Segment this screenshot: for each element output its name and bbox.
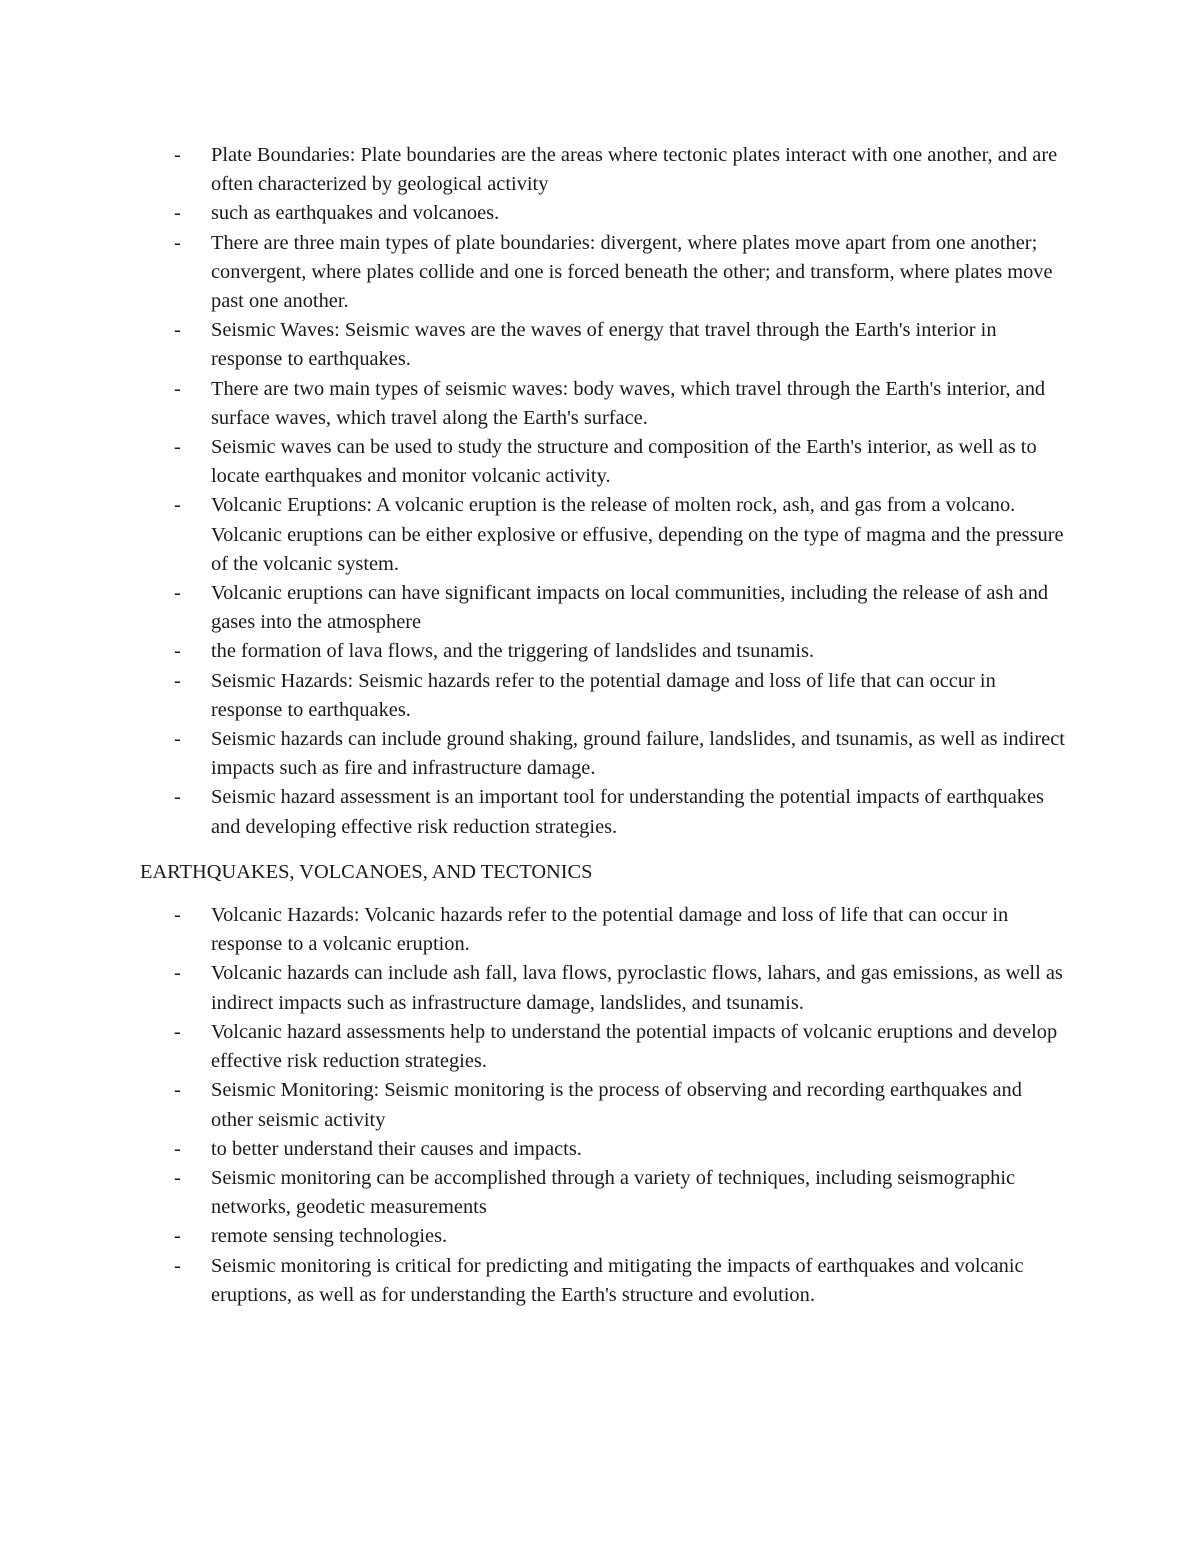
list-item-text: Volcanic eruptions can have significant impacts on local communities, including the release of ash and gases into the atmosphere [211,582,1049,634]
list-item-text: Volcanic hazard assessments help to understand the potential impacts of volcanic eruptions and develop effective risk reduction strategies. [211,1020,1058,1073]
list-item [140,199,1065,228]
list-item-text: remote sensing technologies. [211,1225,448,1248]
list-item-text: There are three main types of plate boundaries: divergent, where plates move apart from one another; convergent, where plates collide and one is forced beneath the other; and transform, where plates move past one another. [211,231,1053,313]
bullet-dash: - [174,494,181,517]
list-item [140,433,1065,491]
list-item [140,1252,1065,1310]
bullet-dash: - [174,1137,181,1160]
bullet-dash: - [174,582,181,605]
list-item [140,141,1065,199]
list-item [140,1018,1065,1076]
list-item-text: Volcanic hazards can include ash fall, lava flows, pyroclastic flows, lahars, and gas emissions, as well as indirect impacts such as infrastructure damage, landslides, and tsunamis. [211,962,1063,1014]
bullet-dash: - [174,786,181,809]
list-item [140,579,1065,637]
bullet-dash: - [174,231,181,254]
bullet-dash: - [174,1079,181,1102]
list-item-text: Seismic monitoring is critical for predicting and mitigating the impacts of earthquakes and volcanic eruptions, as well as for understanding the Earth's structure and evolution. [211,1254,1024,1306]
list-item-text: Seismic Monitoring: Seismic monitoring is the process of observing and recording earthquakes and other seismic activity [211,1079,1022,1131]
list-item [140,316,1065,374]
section-heading: EARTHQUAKES, VOLCANOES, AND TECTONICS [140,860,593,883]
bullet-dash: - [174,1225,181,1248]
bullet-list-hazards-monitoring [140,901,1065,1310]
list-item-text: Seismic Hazards: Seismic hazards refer to the potential damage and loss of life that can occur in response to earthquakes. [211,669,996,721]
list-item [140,783,1065,841]
list-item-text: Plate Boundaries: Plate boundaries are the areas where tectonic plates interact with one another, and are often characterized by geological activity [211,144,1058,196]
bullet-dash: - [174,1254,181,1277]
bullet-dash: - [174,962,181,985]
list-item-text: to better understand their causes and impacts. [211,1137,582,1160]
list-item-text: Seismic monitoring can be accomplished through a variety of techniques, including seismographic networks, geodetic measurements [211,1166,1016,1219]
list-item [140,491,1065,579]
list-item-text: Seismic Waves: Seismic waves are the waves of energy that travel through the Earth's interior in response to earthquakes. [211,319,997,371]
list-item-text: Seismic hazards can include ground shaking, ground failure, landslides, and tsunamis, as well as indirect impacts such as fire and infrastructure damage. [211,728,1065,780]
bullet-dash: - [174,904,181,927]
bullet-dash: - [174,640,181,663]
list-item [140,1222,1065,1251]
bullet-dash: - [174,202,181,225]
list-item [140,1076,1065,1134]
list-item [140,725,1065,783]
bullet-dash: - [174,377,181,400]
list-item-text: Seismic waves can be used to study the structure and composition of the Earth's interior, as well as to locate earthquakes and monitor volcanic activity. [211,436,1037,488]
list-item-text: Volcanic Hazards: Volcanic hazards refer to the potential damage and loss of life that can occur in response to a volcanic eruption. [211,904,1009,956]
list-item-text: the formation of lava flows, and the triggering of landslides and tsunamis. [211,640,815,663]
list-item [140,667,1065,725]
list-item-text: Volcanic Eruptions: A volcanic eruption is the release of molten rock, ash, and gas from a volcano. Volcanic eruptions can be either explosive or effusive, depending on the type of magma and the pressure of the volcanic system. [211,494,1064,575]
list-item [140,229,1065,317]
list-item-text: such as earthquakes and volcanoes. [211,202,500,225]
document-content [140,141,1065,1310]
bullet-list-tectonics [140,141,1065,842]
bullet-dash: - [174,1166,181,1189]
list-item [140,375,1065,433]
bullet-dash: - [174,1020,181,1043]
list-item [140,959,1065,1017]
list-item-text: Seismic hazard assessment is an important tool for understanding the potential impacts of earthquakes and developing effective risk reduction strategies. [211,786,1044,838]
bullet-dash: - [174,319,181,342]
list-item [140,1135,1065,1164]
list-item [140,637,1065,666]
list-item-text: There are two main types of seismic waves: body waves, which travel through the Earth's interior, and surface waves, which travel along the Earth's surface. [211,377,1046,429]
bullet-dash: - [174,669,181,692]
bullet-dash: - [174,144,181,166]
list-item [140,1164,1065,1222]
bullet-dash: - [174,436,181,459]
bullet-dash: - [174,728,181,751]
list-item [140,901,1065,959]
